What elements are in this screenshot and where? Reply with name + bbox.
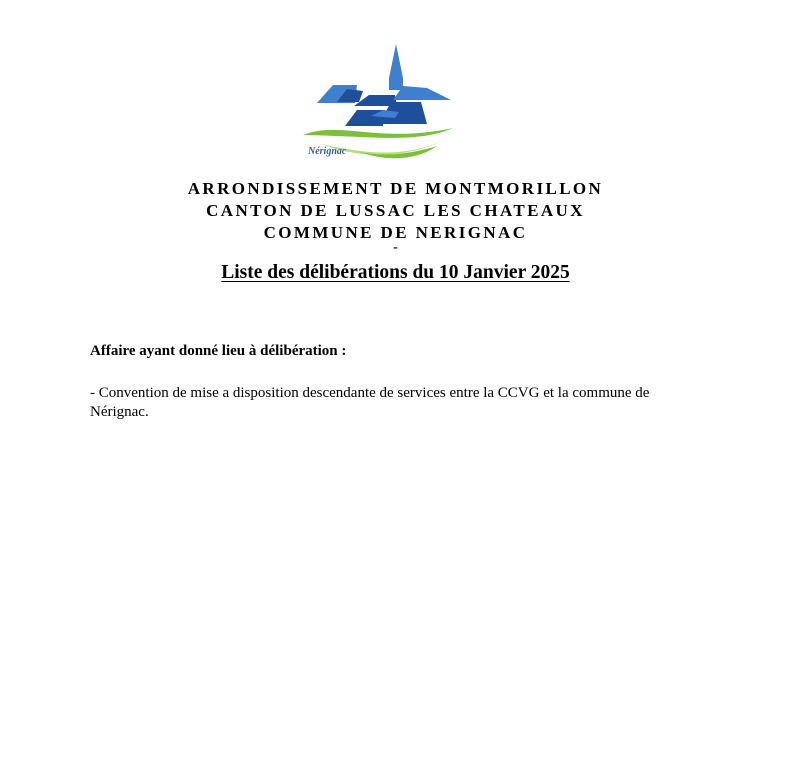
header-canton: CANTON DE LUSSAC LES CHATEAUX: [206, 201, 585, 220]
page-title: Liste des délibérations du 10 Janvier 2025: [221, 262, 570, 283]
commune-logo: [299, 40, 463, 168]
list-item: - Convention de mise a disposition descendante de services entre la CCVG et la commune de Nérignac.: [90, 385, 650, 420]
section-heading: Affaire ayant donné lieu à délibération :: [90, 343, 347, 359]
header-arrondissement: ARRONDISSEMENT DE MONTMORILLON: [187, 179, 604, 198]
header-separator: -: [393, 240, 398, 255]
header-commune: COMMUNE DE NERIGNAC: [263, 223, 528, 242]
logo-caption: Nérignac: [308, 146, 347, 157]
